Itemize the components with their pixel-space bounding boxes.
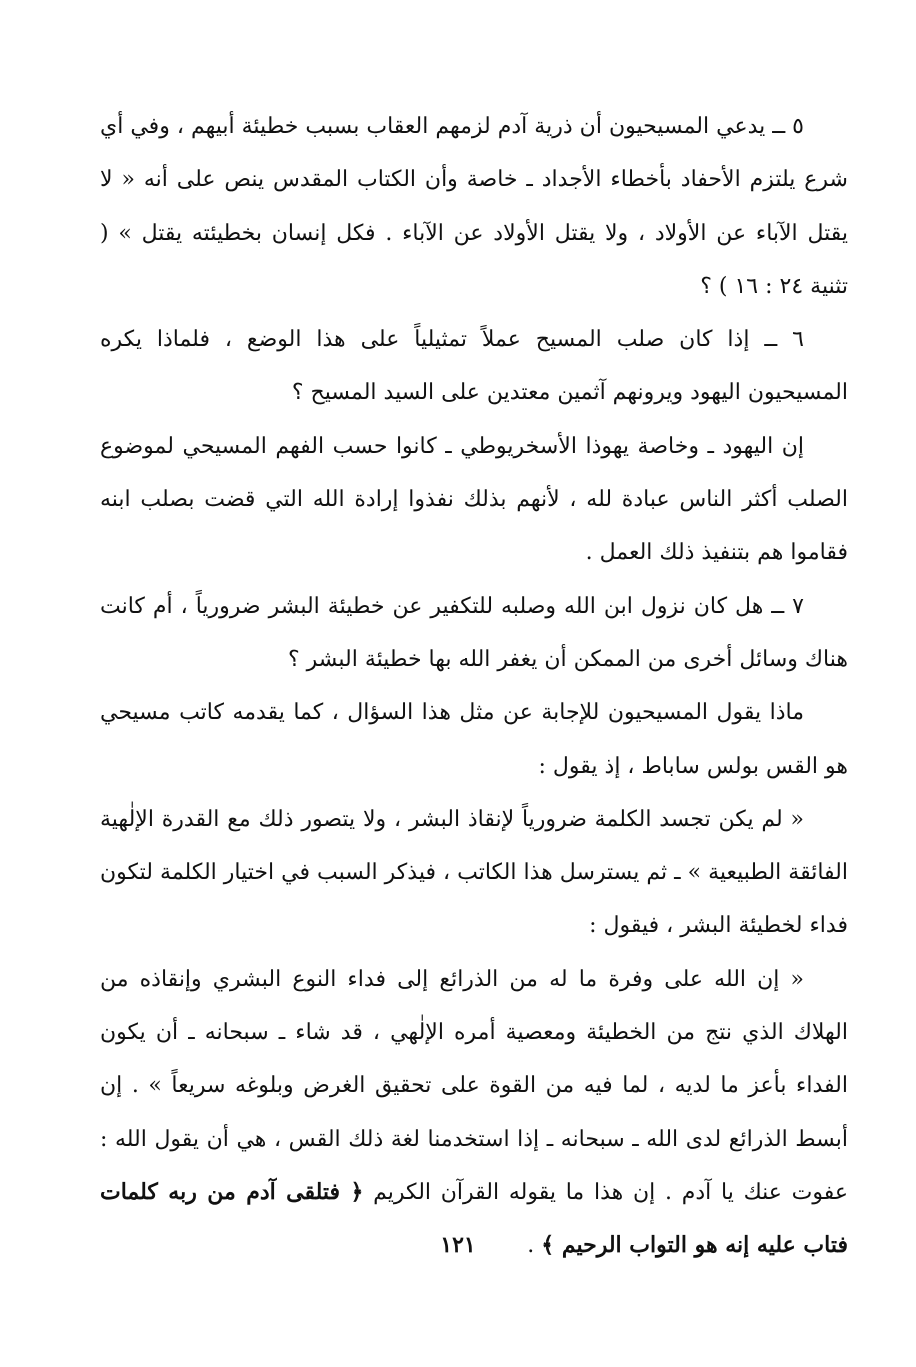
paragraph-end-mark: . [527, 1233, 542, 1259]
paragraph-quote-redemption [100, 953, 848, 1273]
paragraph-quote-incarnation: « لم يكن تجسد الكلمة ضرورياً لإنقاذ البشر ، ولا يتصور ذلك مع القدرة الإلٰهية الفائقة الطبيعية » ـ ثم يسترسل هذا الكاتب ، فيذكر السبب في اختيار الكلمة لتكون فداء لخطيئة البشر ، فيقول : [100, 806, 848, 939]
quran-verse: ﴿ فتلقى آدم من ربه كلمات فتاب عليه إنه هو التواب الرحيم ﴾ [100, 1178, 848, 1259]
paragraph-point-6: ٦ ــ إذا كان صلب المسيح عملاً تمثيلياً على هذا الوضع ، فلماذا يكره المسيحيون اليهود ويرونهم آثمين معتدين على السيد المسيح ؟ [100, 327, 848, 406]
paragraph-answer-jews: إن اليهود ـ وخاصة يهوذا الأسخريوطي ـ كانوا حسب الفهم المسيحي لموضوع الصلب أكثر الناس عبادة لله ، لأنهم بذلك نفذوا إرادة الله التي قضت بصلب ابنه فقاموا هم بتنفيذ ذلك العمل . [100, 433, 848, 566]
paragraph-point-5: ٥ ــ يدعي المسيحيون أن ذرية آدم لزمهم العقاب بسبب خطيئة أبيهم ، وفي أي شرع يلتزم الأحفاد بأخطاء الأجداد ـ خاصة وأن الكتاب المقدس ينص على أنه « لا يقتل الآباء عن الأولاد ، ولا يقتل الأولاد عن الآباء . فكل إنسان بخطيئته يقتل » ( تثنية ٢٤ : ١٦ ) ؟ [100, 114, 848, 299]
paragraph-christian-view: ماذا يقول المسيحيون للإجابة عن مثل هذا السؤال ، كما يقدمه كاتب مسيحي هو القس بولس ساباط ، إذ يقول : [100, 700, 848, 779]
paragraph-point-7: ٧ ــ هل كان نزول ابن الله وصلبه للتكفير عن خطيئة البشر ضرورياً ، أم كانت هناك وسائل أخرى من الممكن أن يغفر الله بها خطيئة البشر ؟ [100, 593, 848, 672]
page-number: ١٢١ [440, 1232, 476, 1258]
paragraph-quote-redemption-text: « إن الله على وفرة ما له من الذرائع إلى فداء النوع البشري وإنقاذه من الهلاك الذي نتج من الخطيئة ومعصية أمره الإلٰهي ، قد شاء ـ سبحانه ـ أن يكون الفداء بأعز ما لديه ، لما فيه من القوة على تحقيق الغرض وبلوغه سريعاً » . إن أبسط الذرائع لدى الله ـ سبحانه ـ إذا استخدمنا لغة ذلك القس ، هي أن يقول الله : عفوت عنك يا آدم . إن هذا ما يقوله القرآن الكريم [100, 966, 848, 1205]
document-page [100, 100, 848, 1320]
